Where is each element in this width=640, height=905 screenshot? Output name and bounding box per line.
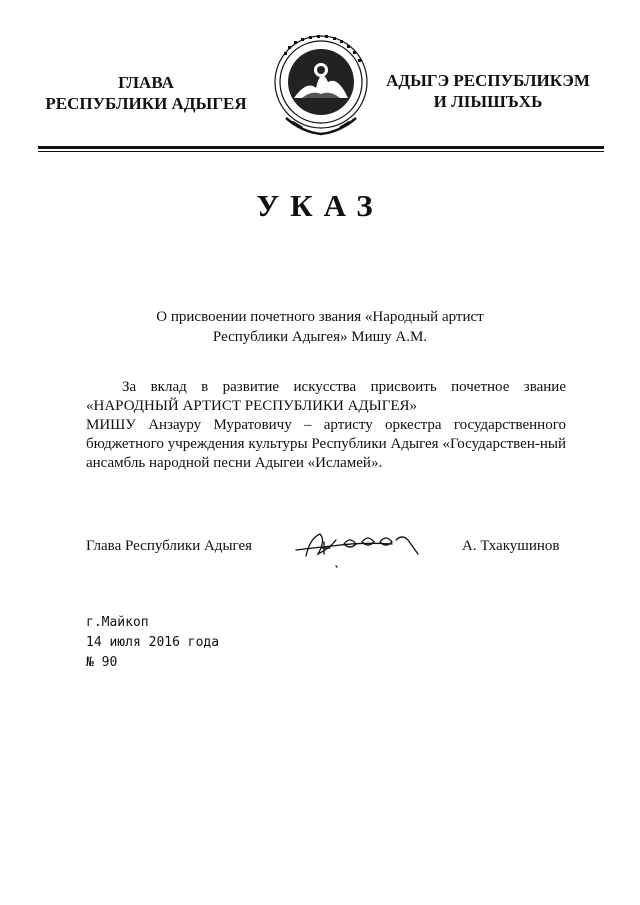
issuer-line-1: ГЛАВА bbox=[118, 73, 174, 92]
subject-line-2: Республики Адыгея» Мишу А.М. bbox=[212, 329, 428, 345]
issuer-title-russian bbox=[30, 72, 262, 114]
decree-body bbox=[86, 378, 566, 473]
body-line-1: За вклад в развитие искусства присвоить почетное звание bbox=[122, 379, 566, 395]
header-divider-thick bbox=[38, 146, 604, 149]
issuer-line-2-adyghe: И ЛІЫШЪХЬ bbox=[433, 92, 543, 111]
decree-metadata bbox=[86, 613, 219, 673]
handwritten-signature bbox=[292, 520, 432, 572]
header-divider-thin bbox=[38, 151, 604, 152]
body-paragraph-2: МИШУ Анзауру Муратовичу – артисту оркестра государственного бюджетного учреждения культуры Республики Адыгея «Государствен-ный ансамбль народной песни Адыгеи «Исламей». bbox=[86, 417, 566, 471]
document-title: УКАЗ bbox=[256, 188, 384, 223]
decree-city: г.Майкоп bbox=[86, 615, 149, 630]
signatory-role: Глава Республики Адыгея bbox=[86, 538, 253, 554]
decree-date: 14 июля 2016 года bbox=[86, 635, 220, 650]
signatory-name: А. Тхакушинов bbox=[462, 538, 560, 554]
document-subject bbox=[120, 307, 520, 347]
subject-line-1: О присвоении почетного звания «Народный артист bbox=[156, 309, 484, 325]
body-line-2: «НАРОДНЫЙ АРТИСТ РЕСПУБЛИКИ АДЫГЕЯ» bbox=[86, 398, 418, 414]
issuer-line-1-adyghe: АДЫГЭ РЕСПУБЛИКЭМ bbox=[386, 71, 590, 90]
decree-number: № 90 bbox=[86, 655, 118, 670]
coat-of-arms-icon bbox=[272, 32, 370, 138]
issuer-line-2: РЕСПУБЛИКИ АДЫГЕЯ bbox=[45, 94, 247, 113]
issuer-title-adyghe bbox=[372, 70, 604, 112]
